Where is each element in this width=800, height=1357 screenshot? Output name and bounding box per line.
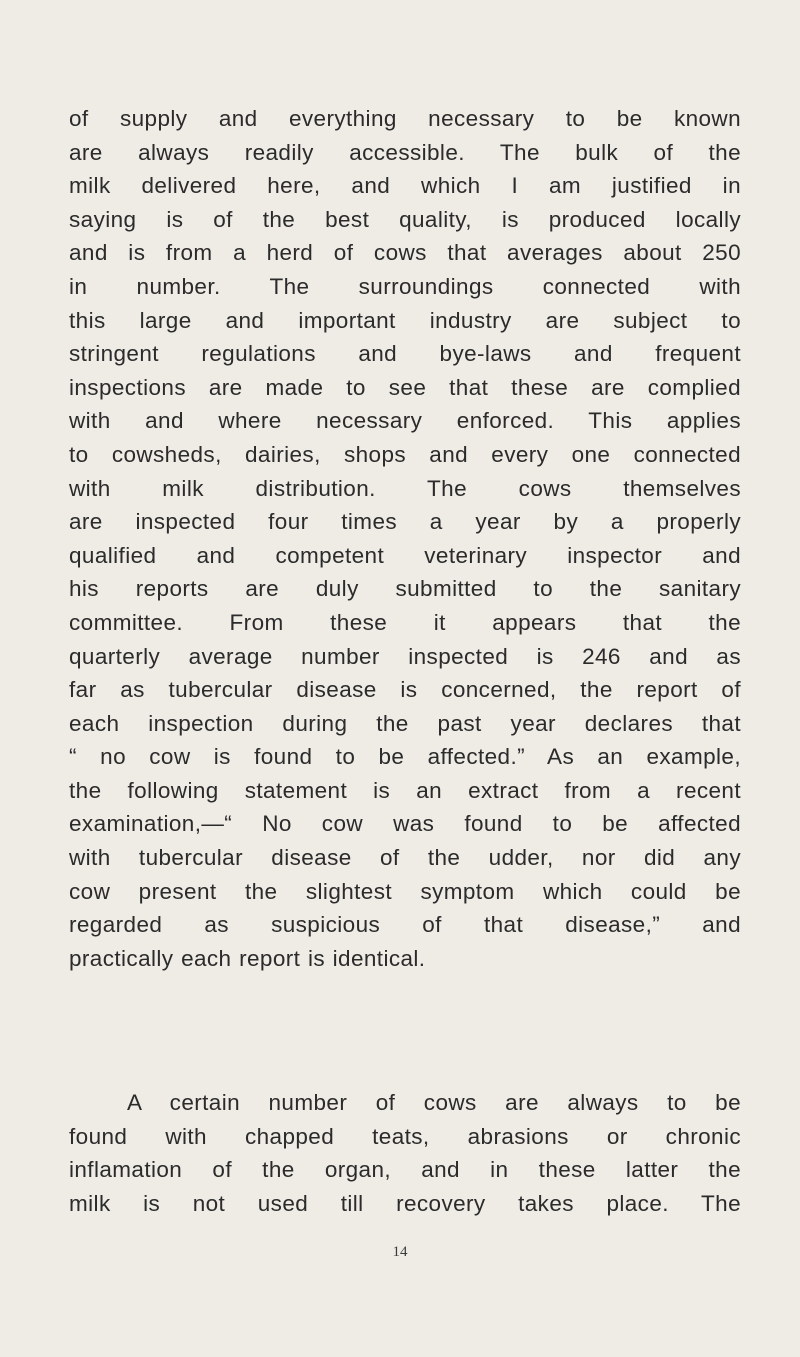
text-line: inspections are made to see that these are complied <box>69 374 741 400</box>
text-line: this large and important industry are subject to <box>69 307 741 333</box>
text-line: of supply and everything necessary to be known <box>69 106 741 131</box>
text-line: to cowsheds, dairies, shops and every one connected <box>69 441 741 467</box>
text-line: are inspected four times a year by a properly <box>69 509 741 535</box>
text-line: “ no cow is found to be affected.” As an example, <box>69 744 741 770</box>
text-line: the following statement is an extract from a recent <box>69 777 741 803</box>
text-line: with milk distribution. The cows themselves <box>69 475 741 501</box>
text-line: each inspection during the past year declares that <box>69 710 741 736</box>
text-line: stringent regulations and bye-laws and frequent <box>69 341 741 367</box>
text-line: milk delivered here, and which I am justified in <box>69 173 741 199</box>
text-line: with tubercular disease of the udder, nor did any <box>69 845 741 871</box>
text-line: regarded as suspicious of that disease,” and <box>69 912 741 938</box>
page-number: 14 <box>392 1244 408 1260</box>
paragraph-milk-supply <box>69 102 741 975</box>
text-line: found with chapped teats, abrasions or chronic <box>69 1123 741 1149</box>
text-line: in number. The surroundings connected with <box>69 273 741 299</box>
text-line: inflamation of the organ, and in these latter the <box>69 1157 741 1183</box>
text-line: committee. From these it appears that the <box>69 609 741 635</box>
text-line: his reports are duly submitted to the sanitary <box>69 576 741 602</box>
text-line: saying is of the best quality, is produced locally <box>69 206 741 232</box>
text-line: practically each report is identical. <box>69 945 426 971</box>
text-line: and is from a herd of cows that averages about 250 <box>69 240 741 266</box>
paragraph-chapped-teats <box>69 1086 741 1220</box>
text-line: A certain number of cows are always to be <box>127 1090 741 1115</box>
text-line: cow present the slightest symptom which could be <box>69 878 741 904</box>
text-line: examination,—“ No cow was found to be affected <box>69 811 741 837</box>
text-line: quarterly average number inspected is 246 and as <box>69 643 741 669</box>
text-line: far as tubercular disease is concerned, the report of <box>69 677 741 703</box>
text-line: with and where necessary enforced. This applies <box>69 408 741 434</box>
text-line: are always readily accessible. The bulk of the <box>69 139 741 165</box>
text-line: qualified and competent veterinary inspector and <box>69 542 741 568</box>
text-line: milk is not used till recovery takes place. The <box>69 1190 741 1216</box>
